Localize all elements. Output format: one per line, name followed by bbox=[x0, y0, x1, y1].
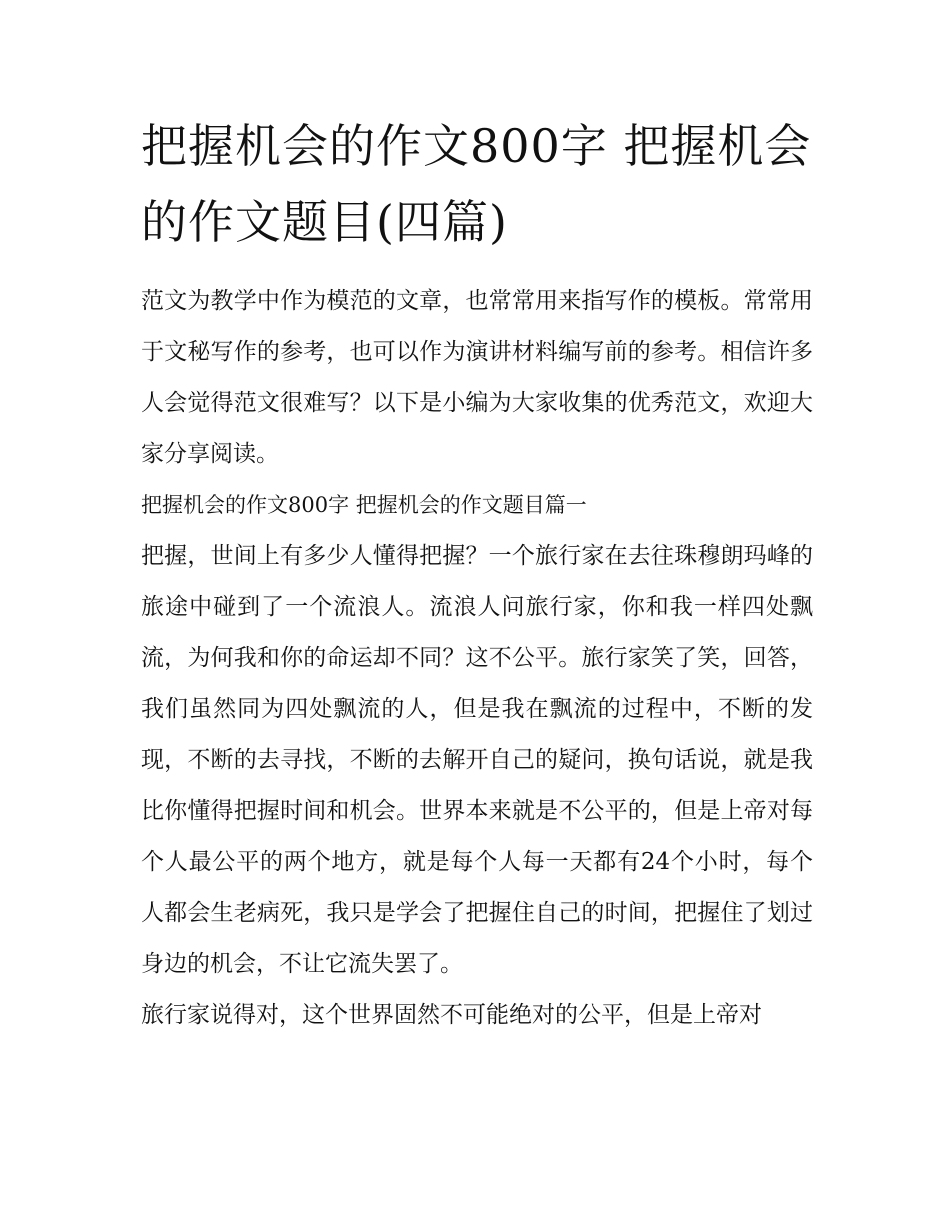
document-page bbox=[141, 108, 813, 1041]
intro-paragraph: 范文为教学中作为模范的文章，也常常用来指写作的模板。常常用于文秘写作的参考，也可以作为演讲材料编写前的参考。相信许多人会觉得范文很难写？以下是小编为大家收集的优秀范文，欢迎大家分享阅读。 bbox=[141, 288, 813, 467]
section-heading: 把握机会的作文800字 把握机会的作文题目篇一 bbox=[141, 493, 587, 517]
body-paragraph-2: 旅行家说得对，这个世界固然不可能绝对的公平，但是上帝对 bbox=[141, 1002, 762, 1028]
body-paragraph-1: 把握，世间上有多少人懂得把握？一个旅行家在去往珠穆朗玛峰的旅途中碰到了一个流浪人。流浪人问旅行家，你和我一样四处飘流，为何我和你的命运却不同？这不公平。旅行家笑了笑，回答，我们虽然同为四处飘流的人，但是我在飘流的过程中，不断的发现，不断的去寻找，不断的去解开自己的疑问，换句话说，就是我比你懂得把握时间和机会。世界本来就是不公平的，但是上帝对每个人最公平的两个地方，就是每个人每一天都有24个小时，每个人都会生老病死，我只是学会了把握住自己的时间，把握住了划过身边的机会，不让它流失罢了。 bbox=[141, 543, 813, 977]
document-title: 把握机会的作文800字 把握机会的作文题目(四篇) bbox=[141, 119, 812, 249]
